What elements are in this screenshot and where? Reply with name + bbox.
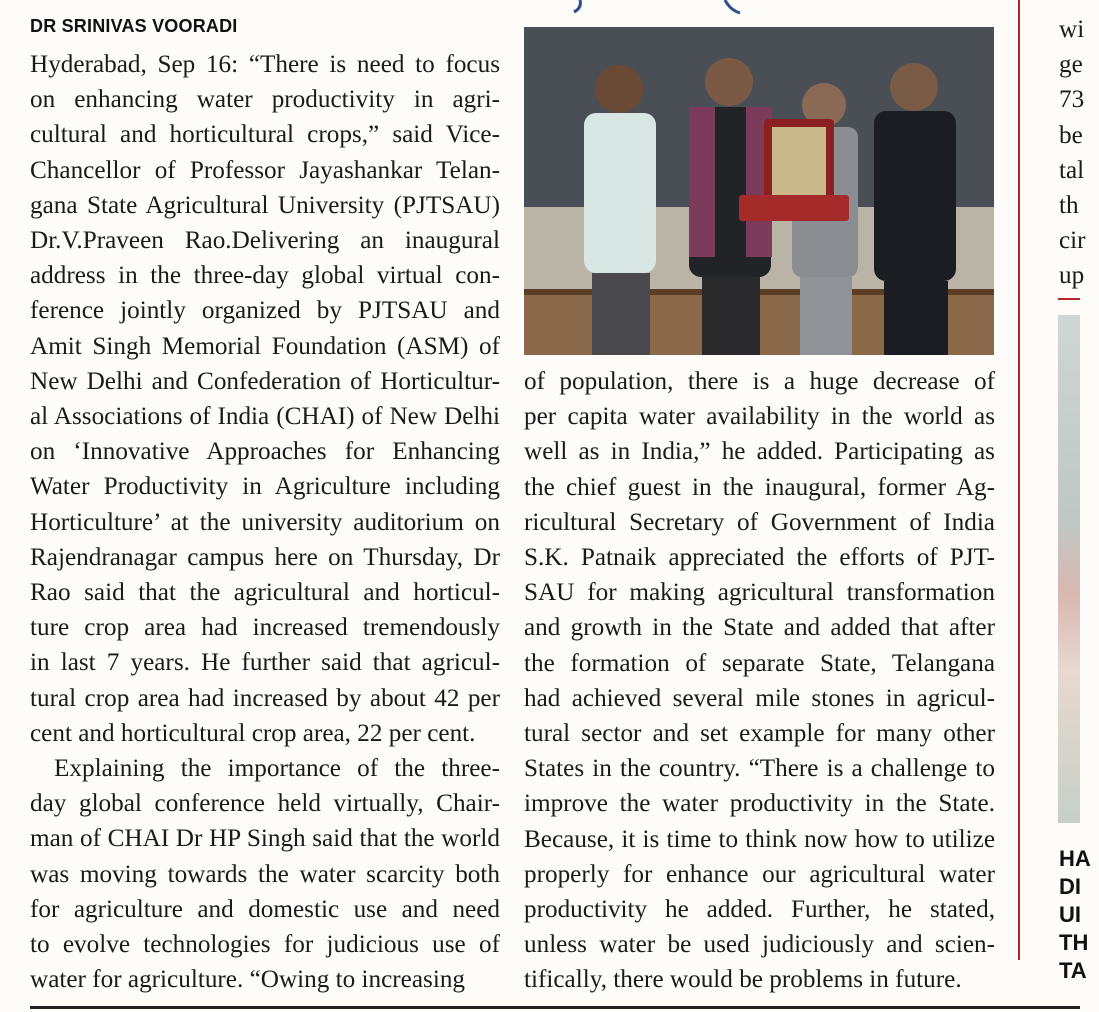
article-line: productivity he added. Further, he stated, xyxy=(524,896,995,924)
article-line: man of CHAI Dr HP Singh said that the world xyxy=(30,825,500,853)
article-line: cultural and horticultural crops,” said Vice- xyxy=(30,121,500,149)
text-fragment: up xyxy=(1059,262,1085,290)
article-line: Explaining the importance of the three- xyxy=(54,755,500,783)
article-line: on ‘Innovative Approaches for Enhancing xyxy=(30,438,500,466)
adjacent-article-fragment xyxy=(1059,12,1099,294)
column-divider xyxy=(1018,0,1020,960)
article-line: tural crop area had increased by about 42 per xyxy=(30,684,500,712)
text-fragment: tal xyxy=(1059,156,1085,184)
text-fragment: DI xyxy=(1059,874,1081,899)
text-fragment: th xyxy=(1059,192,1079,220)
article-line: Because, it is time to think now how to utilize xyxy=(524,825,995,853)
article-line: for agriculture and domestic use and need xyxy=(30,895,500,923)
text-fragment: cir xyxy=(1059,227,1086,255)
headline-fragment-decoration xyxy=(560,0,750,14)
text-fragment: HA xyxy=(1059,846,1091,871)
article-line: SAU for making agricultural transformation xyxy=(524,579,995,607)
article-line: had achieved several mile stones in agricul- xyxy=(524,684,995,712)
article-column-2 xyxy=(524,364,995,998)
article-line: to evolve technologies for judicious use of xyxy=(30,931,500,959)
byline: DR SRINIVAS VOORADI xyxy=(30,16,238,36)
award-ceremony-photo xyxy=(524,27,994,355)
article-line: New Delhi and Confederation of Horticultur- xyxy=(30,367,500,395)
article-line: cent and horticultural crop area, 22 per cent. xyxy=(30,719,476,747)
article-line: Chancellor of Professor Jayashankar Telan- xyxy=(30,156,500,184)
article-line: Water Productivity in Agriculture including xyxy=(30,473,500,501)
article-line: the chief guest in the inaugural, former Ag- xyxy=(524,473,995,501)
article-line: tural sector and set example for many other xyxy=(524,720,995,748)
article-line: per capita water availability in the world as xyxy=(524,403,995,431)
text-fragment: UI xyxy=(1059,902,1081,927)
article-line: ference jointly organized by PJTSAU and xyxy=(30,297,500,325)
article-line: unless water be used judiciously and scien- xyxy=(524,931,995,959)
adjacent-photo-fragment xyxy=(1058,315,1080,823)
article-line: of population, there is a huge decrease of xyxy=(524,368,995,395)
text-fragment: wi xyxy=(1059,16,1085,43)
article-line: Hyderabad, Sep 16: “There is need to focus xyxy=(30,51,500,78)
article-line: ricultural Secretary of Government of India xyxy=(524,508,995,536)
text-fragment: be xyxy=(1059,121,1083,149)
text-fragment: ge xyxy=(1059,51,1083,79)
article-line: on enhancing water productivity in agri- xyxy=(30,86,500,114)
article-line: water for agriculture. “Owing to increasing xyxy=(30,966,466,994)
article-line: in last 7 years. He further said that agricul- xyxy=(30,649,500,677)
article-line: the formation of separate State, Telangana xyxy=(524,649,995,677)
article-line: Horticulture’ at the university auditorium on xyxy=(30,508,500,536)
adjacent-headline-fragment xyxy=(1059,845,1089,985)
article-line: tifically, there would be problems in future. xyxy=(524,966,962,994)
article-line: al Associations of India (CHAI) of New Delhi xyxy=(30,403,500,431)
article-line: ture crop area had increased tremendously xyxy=(30,614,500,642)
article-line: Rajendranagar campus here on Thursday, Dr xyxy=(30,543,500,571)
article-column-1 xyxy=(30,47,500,997)
text-fragment: TH xyxy=(1059,930,1089,955)
article-line: was moving towards the water scarcity both xyxy=(30,860,500,888)
article-line: and growth in the State and added that after xyxy=(524,614,995,642)
article-line: States in the country. “There is a challenge to xyxy=(524,755,995,783)
article-line: S.K. Patnaik appreciated the efforts of PJT- xyxy=(524,544,995,572)
section-divider xyxy=(1058,298,1080,300)
article-line: gana State Agricultural University (PJTSAU) xyxy=(30,191,500,219)
text-fragment: TA xyxy=(1059,958,1087,983)
article-line: address in the three-day global virtual con- xyxy=(30,262,500,290)
page-bottom-rule xyxy=(30,1006,1080,1009)
article-line: Amit Singh Memorial Foundation (ASM) of xyxy=(30,332,500,360)
text-fragment: 73 xyxy=(1059,86,1085,114)
article-line: properly for enhance our agricultural water xyxy=(524,860,995,888)
article-line: day global conference held virtually, Chair- xyxy=(30,790,500,818)
article-line: improve the water productivity in the State. xyxy=(524,790,995,818)
article-line: Rao said that the agricultural and horticul- xyxy=(30,579,500,607)
article-line: well as in India,” he added. Participating as xyxy=(524,438,995,466)
article-line: Dr.V.Praveen Rao.Delivering an inaugural xyxy=(30,227,500,255)
